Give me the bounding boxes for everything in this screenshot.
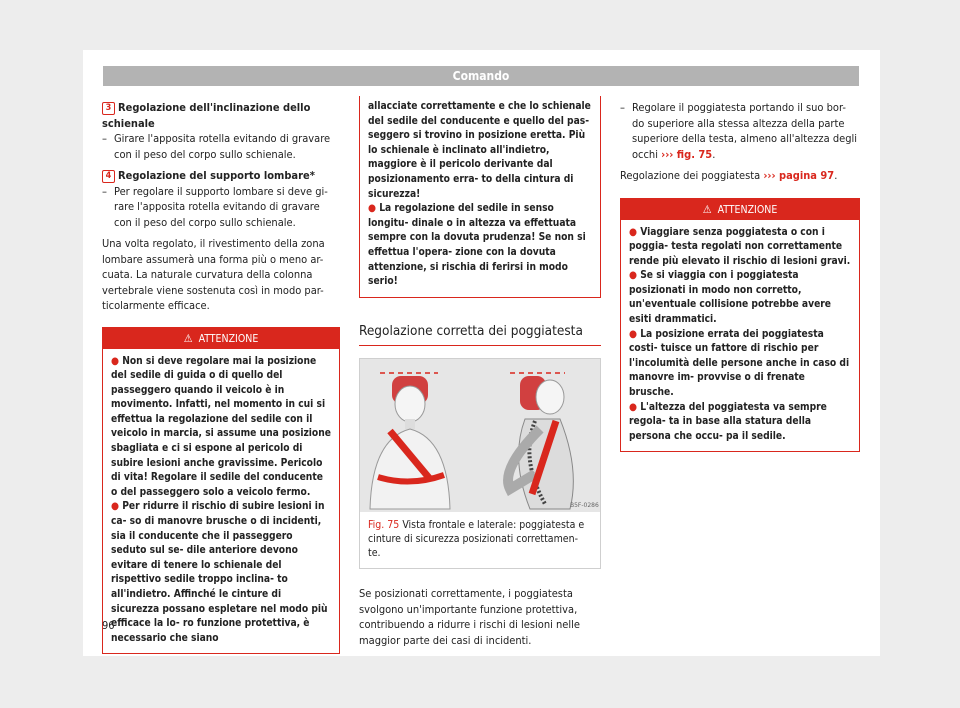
warning-bullet: ● Se si viaggia con i poggiatesta posizionati in modo non corretto, un'eventuale collisione potrebbe avere esiti drammatici.	[629, 270, 832, 326]
figure-caption	[360, 512, 600, 568]
column-2	[359, 96, 601, 648]
step-3-text: Girare l'apposita rotella evitando di gravare con il peso del corpo sullo schienale.	[114, 132, 331, 161]
figure-caption-text: Vista frontale e laterale: poggiatesta e cinture di sicurezza posizionati correttamen- te.	[368, 519, 585, 560]
warning-box-1-continued	[359, 96, 601, 298]
warning-bullet: ● La regolazione del sedile in senso longitu- dinale o in altezza va effettuata sempre con la dovuta prudenza! Se non si effettua l'opera- zione con la dovuta attenzione, si rischia di ferirsi in modo serio!	[368, 203, 586, 288]
headrest-illustration	[360, 359, 600, 512]
warning-title-2: ATTENZIONE	[717, 203, 778, 216]
page-link[interactable]: ››› pagina 97	[763, 169, 835, 182]
period: .	[834, 169, 838, 182]
figure-number: Fig. 75	[368, 519, 400, 532]
step-3-heading	[102, 100, 340, 131]
warning-bullet-text: La posizione errata dei poggiatesta costi- tuisce un fattore di rischio per l'incolumità delle persone anche in caso di manovre im- provvise o di frenate brusche.	[629, 328, 850, 399]
warning-bullet-text: Per ridurre il rischio di subire lesioni in ca- so di manovre brusche o di incidenti, sia il conducente che il passeggero seduto sul se- dile anteriore devono evitare di tenere lo schienale del rispettivo sedile troppo inclina- to all'indietro. Affinché le cinture di sicurezza possano espletare nel modo più efficace la lo- ro funzione protettiva, è necessario che siano	[111, 501, 328, 644]
warning-triangle-icon: ⚠	[702, 202, 712, 216]
warning-body-cont	[360, 96, 600, 297]
headrest-ref-line	[620, 168, 860, 184]
warning-bullet: ● Non si deve regolare mai la posizione del sedile di guida o di quello del passeggero quando il veicolo è in movimento. Infatti, nel momento in cui si effettua la regolazione del sedile con il veicolo in marcia, si assume una posizione sbagliata e ci si espone al pericolo di subire lesioni anche gravissime. Pericolo di vita! Regolare il sedile del conducente o del passeggero solo a veicolo fermo.	[111, 355, 331, 498]
step-4-text: Per regolare il supporto lombare si deve gi- rare l'apposita rotella evitando di gravare con il peso del corpo sullo schienale.	[114, 184, 328, 229]
headrest-ref-text: Regolazione dei poggiatesta	[620, 169, 761, 182]
column-1	[102, 100, 340, 654]
warning-header-2	[621, 199, 859, 220]
warning-bullet-text: Se si viaggia con i poggiatesta posizionati in modo non corretto, un'eventuale collisione potrebbe avere esiti drammatici.	[629, 270, 832, 326]
warning-bullet: ● L'altezza del poggiatesta va sempre regola- ta in base alla statura della persona che occu- pa il sedile.	[629, 401, 827, 442]
step-number-4: 4	[102, 170, 115, 183]
figure-code: B5F-0286	[570, 502, 599, 510]
warning-body-2	[621, 220, 859, 452]
front-head	[395, 386, 425, 422]
column-3	[620, 100, 860, 452]
page-number: 96	[102, 619, 115, 632]
warning-triangle-icon: ⚠	[183, 331, 193, 345]
warning-bullet: ● Per ridurre il rischio di subire lesioni in ca- so di manovre brusche o di incidenti, sia il conducente che il passeggero seduto sul se- dile anteriore devono evitare di tenere lo schienale del rispettivo sedile troppo inclina- to all'indietro. Affinché le cinture di sicurezza possano espletare nel modo più efficace la lo- ro funzione protettiva, è necessario che siano	[111, 501, 328, 644]
headrest-paragraph: Se posizionati correttamente, i poggiatesta svolgono un'importante funzione protettiva, contribuendo a ridurre i rischi di lesioni nelle maggior parte dei casi di incidenti.	[359, 587, 580, 647]
figure-75	[359, 358, 601, 569]
step-number-3: 3	[102, 102, 115, 115]
warning-header-1	[103, 328, 339, 349]
warning-bullet: ● Viaggiare senza poggiatesta o con i poggia- testa regolati non correttamente rende più elevato il rischio di lesioni gravi.	[629, 226, 851, 267]
step-4-heading	[102, 168, 340, 184]
warning-bullet-text: L'altezza del poggiatesta va sempre regola- ta in base alla statura della persona che occu- pa il sedile.	[629, 401, 827, 442]
warning-continued-text: allacciate correttamente e che lo schienale del sedile del conducente e quello del pas- seggero si trovino in posizione eretta. Più lo schienale è inclinato all'indietro, maggiore è il pericolo derivante dal posizionamento erra- to della cintura di sicurezza!	[368, 101, 591, 200]
warning-body-1	[103, 349, 339, 654]
period: .	[712, 147, 716, 161]
lumbar-paragraph: Una volta regolato, il rivestimento della zona lombare assumerà una forma più o meno ar- cuata. La naturale curvatura della colonna vertebrale viene sostenuta così in modo par- ticolarmente efficace.	[102, 237, 325, 312]
page-header: Comando	[103, 66, 859, 86]
headrest-item: – Regolare il poggiatesta portando il suo bor- do superiore alla stessa altezza della parte superiore della testa, almeno all'altezza degli occhi ››› fig. 75.	[620, 101, 857, 161]
warning-bullet-text: Non si deve regolare mai la posizione del sedile di guida o di quello del passeggero quando il veicolo è in movimento. Infatti, nel momento in cui si effettua la regolazione del sedile con il veicolo in marcia, si assume una posizione sbagliata e ci si espone al pericolo di subire lesioni anche gravissime. Pericolo di vita! Regolare il sedile del conducente o del passeggero solo a veicolo fermo.	[111, 355, 331, 498]
side-head	[536, 380, 564, 414]
warning-box-1	[102, 327, 340, 655]
front-neck	[405, 419, 415, 429]
step-4-item: – Per regolare il supporto lombare si deve gi- rare l'apposita rotella evitando di gravare con il peso del corpo sullo schienale.	[102, 184, 328, 229]
warning-bullet: ● La posizione errata dei poggiatesta costi- tuisce un fattore di rischio per l'incolumità delle persone anche in caso di manovre im- provvise o di frenate brusche.	[629, 328, 850, 399]
warning-box-2	[620, 198, 860, 453]
section-title: Regolazione corretta dei poggiatesta	[359, 324, 601, 347]
side-seatback	[519, 419, 574, 509]
warning-bullet-text: La regolazione del sedile in senso longitu- dinale o in altezza va effettuata sempre con la dovuta prudenza! Se non si effettua l'opera- zione con la dovuta attenzione, si rischia di ferirsi in modo serio!	[368, 203, 586, 288]
step-3-item: – Girare l'apposita rotella evitando di gravare con il peso del corpo sullo schienale.	[102, 132, 331, 161]
figure-link[interactable]: ››› fig. 75	[661, 147, 713, 161]
warning-title-1: ATTENZIONE	[198, 332, 259, 345]
step-4-title: Regolazione del supporto lombare*	[118, 169, 315, 182]
step-3-title: Regolazione dell'inclinazione dello schienale	[102, 101, 311, 130]
headrest-item-text: Regolare il poggiatesta portando il suo bor- do superiore alla stessa altezza della parte superiore della testa, almeno all'altezza degli occhi	[632, 101, 857, 161]
warning-bullet-text: Viaggiare senza poggiatesta o con i poggia- testa regolati non correttamente rende più elevato il rischio di lesioni gravi.	[629, 226, 851, 267]
